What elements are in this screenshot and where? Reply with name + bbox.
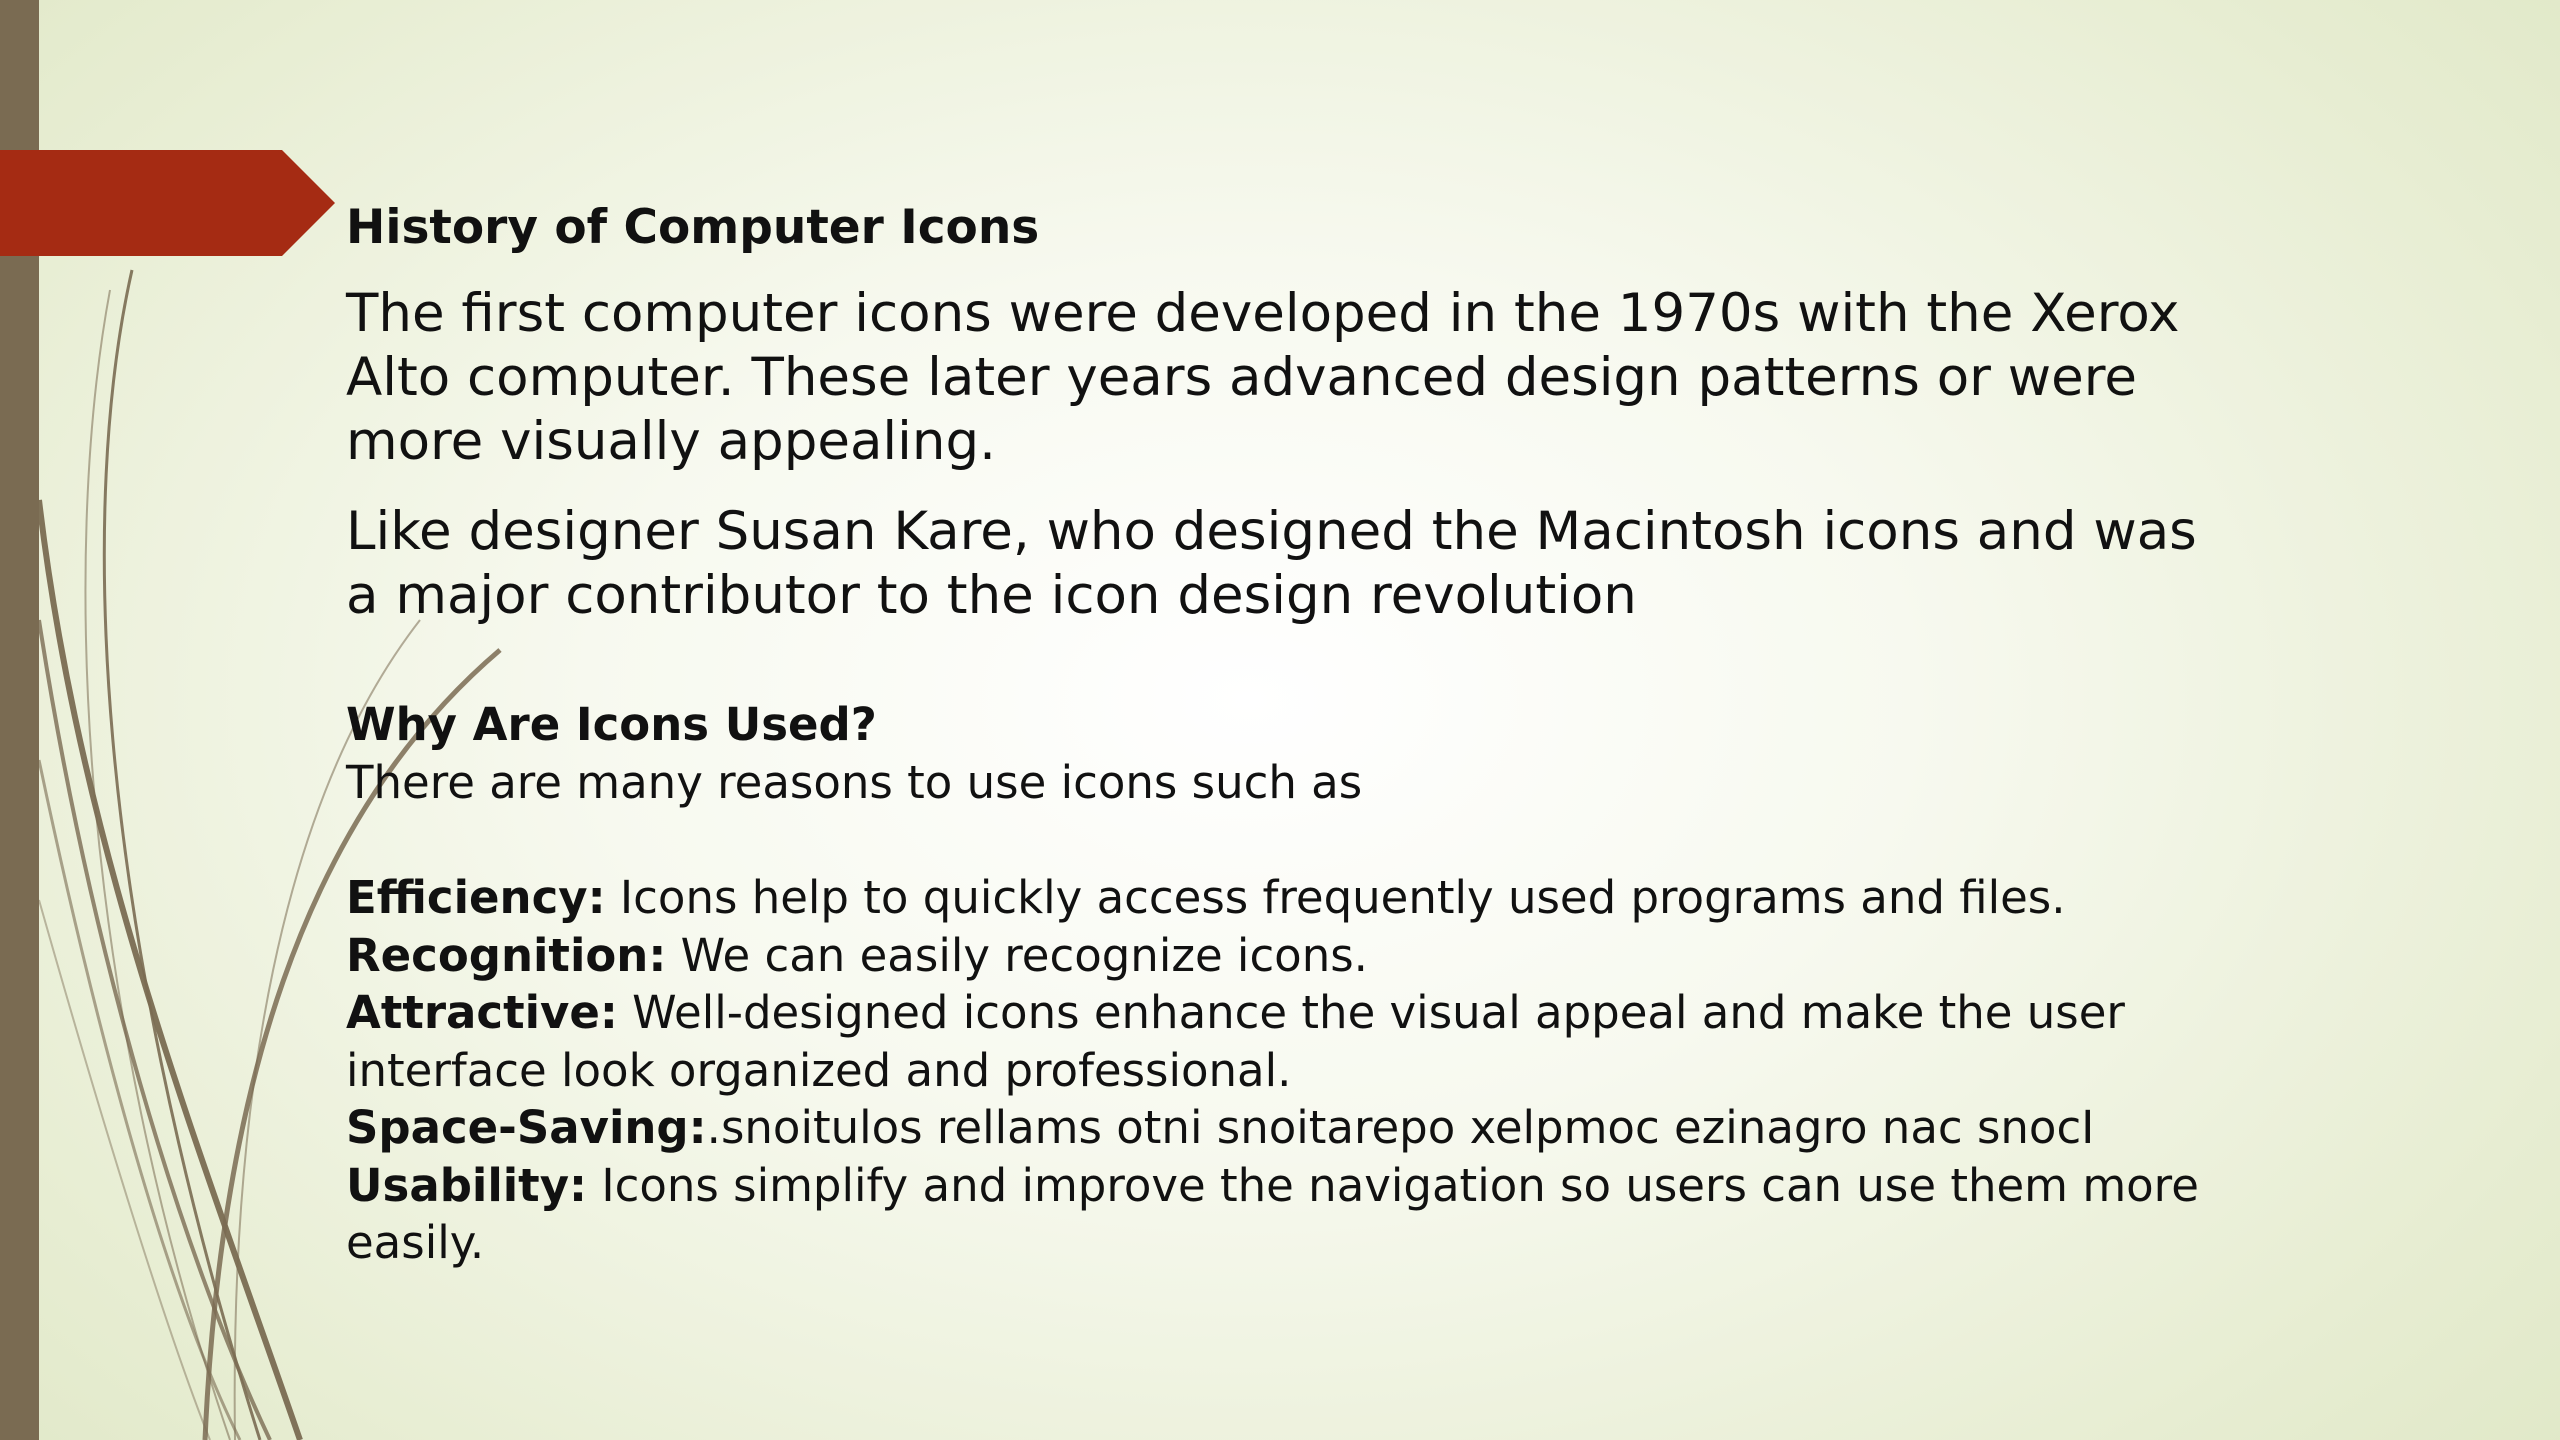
paragraph-xerox-alto: The first computer icons were developed in the 1970s with the Xerox Alto computer. These later years advanced design patterns or were more visually appealing. (346, 283, 2180, 473)
reason-text: Well-designed icons enhance the visual appeal and make the user interface look organized and professional. (346, 986, 2125, 1097)
paragraph-susan-kare: Like designer Susan Kare, who designed the Macintosh icons and was a major contributor to the icon design revolution (346, 501, 2197, 627)
reason-text: We can easily recognize icons. (666, 928, 1368, 982)
reason-label: Attractive: (346, 986, 618, 1040)
reasons-list (346, 869, 2226, 1272)
reason-text: Icons help to quickly access frequently used programs and files. (605, 871, 2066, 925)
slide-content (346, 200, 2226, 1272)
reason-label: Usability: (346, 1158, 588, 1212)
reason-label: Space-Saving: (346, 1101, 707, 1155)
reason-text: Icons simplify and improve the navigation so users can use them more easily. (346, 1158, 2199, 1270)
reason-usability (346, 1157, 2226, 1272)
reason-label: Efficiency: (346, 871, 606, 925)
slide-title: History of Computer Icons (346, 200, 1040, 255)
section-intro: There are many reasons to use icons such as (346, 756, 1363, 810)
reason-space-saving (346, 1099, 2226, 1157)
reason-attractive (346, 984, 2226, 1099)
reason-recognition (346, 927, 2226, 985)
reason-label: Recognition: (346, 928, 667, 982)
title-arrow-banner (0, 150, 335, 256)
section-title: Why Are Icons Used? (346, 698, 877, 752)
reason-text: .snoitulos rellams otni snoitarepo xelpmoc ezinagro nac snocI (706, 1101, 2095, 1155)
reason-efficiency (346, 869, 2226, 927)
